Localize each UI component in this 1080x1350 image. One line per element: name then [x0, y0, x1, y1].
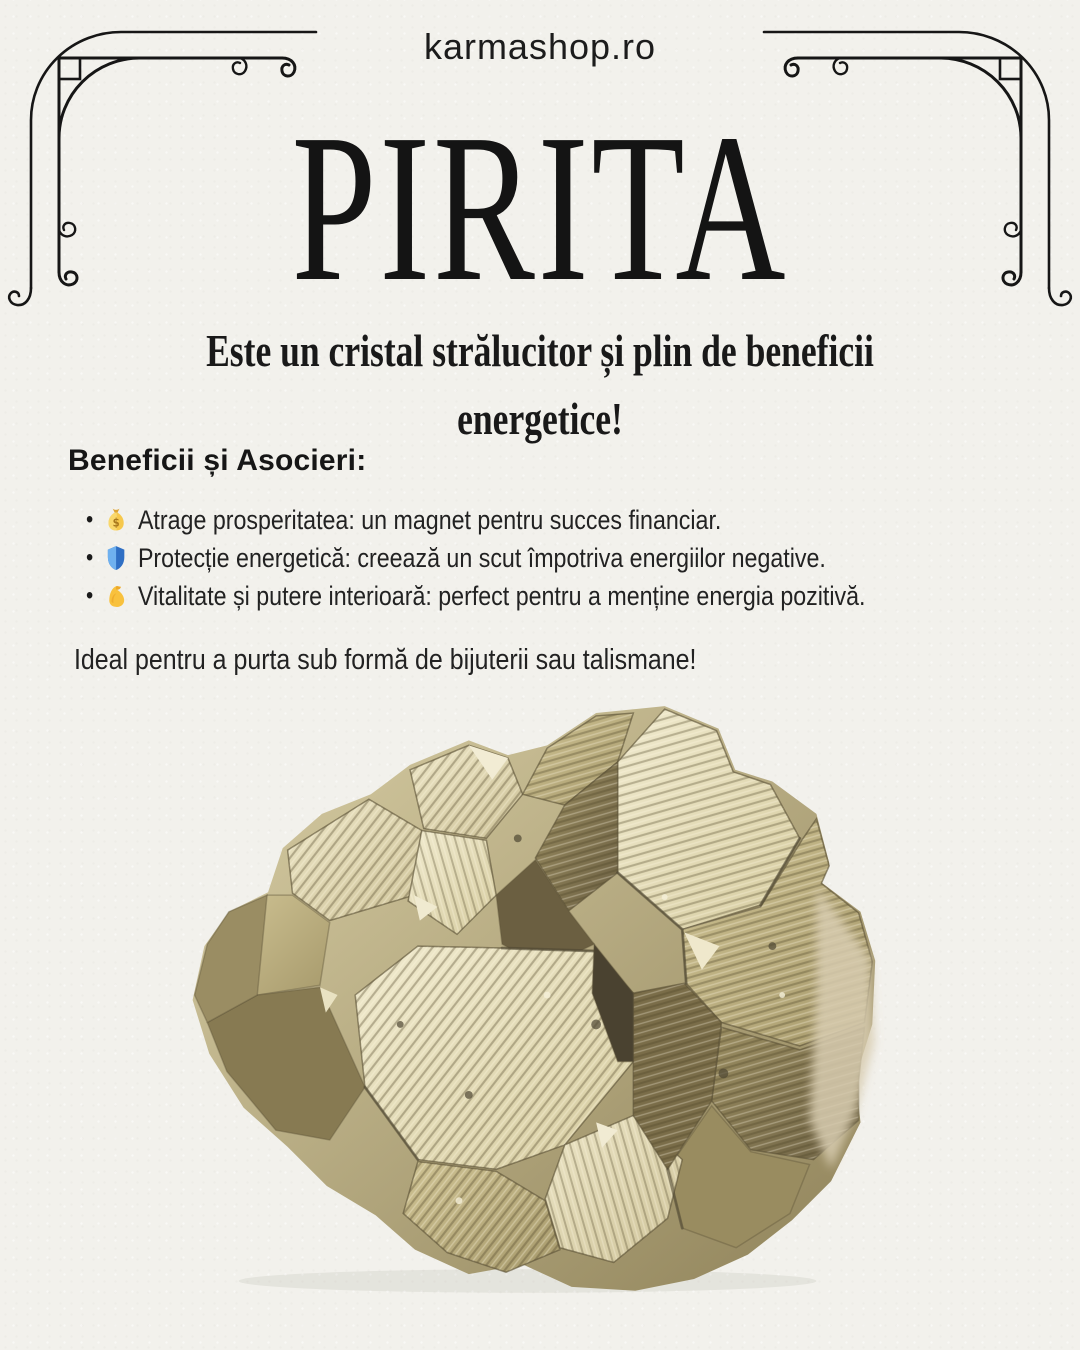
list-item	[86, 579, 1075, 617]
benefit-text: Vitalitate și putere interioară: perfect pentru a menține energia pozitivă.	[137, 581, 866, 611]
benefits-heading: Beneficii și Asocieri:	[68, 444, 367, 477]
money-bag-icon	[104, 506, 128, 534]
benefit-text: Atrage prosperitatea: un magnet pentru succes financiar.	[137, 505, 722, 535]
shield-icon	[104, 544, 128, 572]
benefit-text: Protecție energetică: creează un scut împotriva energiilor negative.	[137, 543, 826, 573]
list-item	[86, 541, 1075, 579]
flexed-biceps-icon	[104, 582, 128, 610]
benefits-list	[86, 503, 1075, 617]
subtitle	[113, 318, 966, 453]
bullet-dot: •	[86, 544, 94, 571]
subtitle-line-2: energetice!	[457, 393, 623, 444]
list-item	[86, 503, 1075, 541]
bullet-dot: •	[86, 582, 94, 609]
bullet-dot: •	[86, 506, 94, 533]
pyrite-crystal-image	[175, 700, 885, 1295]
closing-text: Ideal pentru a purta sub formă de bijuterii sau talismane!	[74, 644, 697, 676]
subtitle-line-1: Este un cristal strălucitor și plin de beneficii	[206, 326, 874, 376]
brand-text: karmashop.ro	[423, 26, 657, 67]
svg-text:$: $	[112, 515, 120, 530]
page-title: PIRITA	[291, 90, 789, 325]
